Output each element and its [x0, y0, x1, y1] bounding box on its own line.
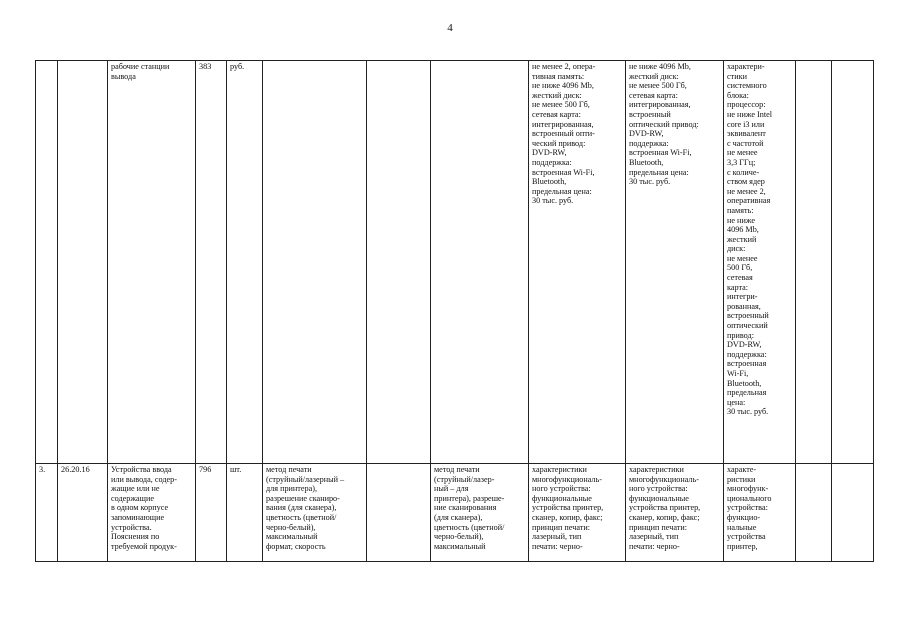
cell-value-category-1: характеристики многофункциональ- ного устройства: функциональные устройства принтер, сканер, копир, факс; принцип печати: лазерный, тип печати: черно- — [529, 464, 626, 562]
cell-approved-value — [367, 464, 431, 562]
cell-function — [832, 464, 874, 562]
cell-function — [832, 61, 874, 464]
cell-value-category-2: характеристики многофункциональ- ного устройства: функциональные устройства принтер, сканер, копир, факс; принцип печати: лазерный, тип печати: черно- — [626, 464, 724, 562]
cell-okei-code: 383 — [196, 61, 227, 464]
cell-okpd2-code — [58, 61, 108, 464]
specification-table — [35, 60, 874, 562]
cell-unit: руб. — [227, 61, 263, 464]
cell-number — [36, 61, 58, 464]
cell-value-category-2: не ниже 4096 Mb, жесткий диск: не менее 500 Гб, сетевая карта: интегрированная, встроенный оптический привод: DVD-RW, поддержка: встроенная Wi-Fi, Bluetooth, предельная цена: 30 тыс. руб. — [626, 61, 724, 464]
cell-value-category-3: характери- стики системного блока: процессор: не ниже Intel core i3 или эквивалент с частотой не менее 3,3 ГГц; с количе- ством ядер не менее 2, оперативная память: не ниже 4096 Mb, жесткий диск: не менее 500 Гб, сетевая карта: интегри- рованная, встроенный оптический привод: DVD-RW, поддержка: встроенная Wi-Fi, Bluetooth, предельная цена: 30 тыс. руб. — [724, 61, 796, 464]
cell-product-name: Устройства ввода или вывода, содер- жащие или не содержащие в одном корпусе запоминающие устройства. Пояснения по требуемой продук- — [108, 464, 196, 562]
cell-value-category-1: не менее 2, опера- тивная память: не ниже 4096 Mb, жесткий диск: не менее 500 Гб, сетевая карта: интегрированная, встроенный опти- ческий привод: DVD-RW, поддержка: встроенная Wi-Fi, Bluetooth, предельная цена: 30 тыс. руб. — [529, 61, 626, 464]
cell-product-name: рабочие станции вывода — [108, 61, 196, 464]
cell-characteristic — [263, 61, 367, 464]
cell-unit: шт. — [227, 464, 263, 562]
table-row — [36, 464, 874, 562]
cell-approved-value — [367, 61, 431, 464]
cell-characteristic-2 — [431, 61, 529, 464]
cell-number: 3. — [36, 464, 58, 562]
cell-characteristic-2: метод печати (струйный/лазер- ный – для принтера), разреше- ние сканирования (для сканера), цветность (цветной/ черно-белый), максимальный — [431, 464, 529, 562]
table-row — [36, 61, 874, 464]
page-number: 4 — [447, 22, 453, 34]
cell-okpd2-code: 26.20.16 — [58, 464, 108, 562]
cell-value-category-3: характе- ристики многофунк- ционального устройства: функцио- нальные устройства принтер, — [724, 464, 796, 562]
cell-justification — [796, 464, 832, 562]
cell-characteristic: метод печати (струйный/лазерный – для принтера), разрешение сканиро- вания (для сканера), цветность (цветной/ черно-белый), максимальный формат, скорость — [263, 464, 367, 562]
cell-okei-code: 796 — [196, 464, 227, 562]
cell-justification — [796, 61, 832, 464]
